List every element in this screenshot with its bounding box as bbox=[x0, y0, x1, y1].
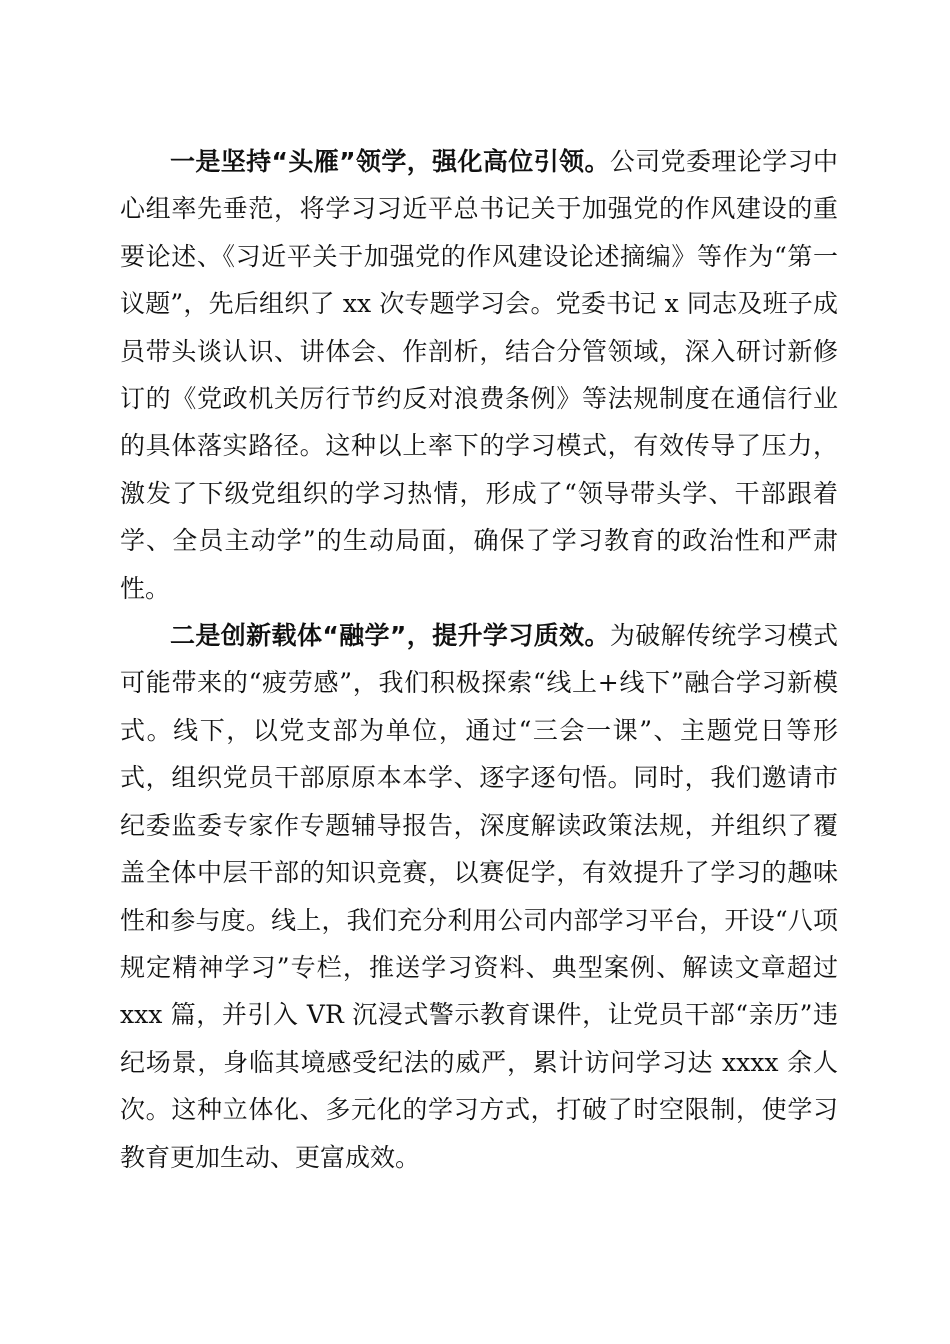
paragraph-2-body: 为破解传统学习模式可能带来的“疲劳感”，我们积极探索“线上+线下”融合学习新模式。线下，以党支部为单位，通过“三会一课”、主题党日等形式，组织党员干部原原本本学、逐字逐句悟。同时，我们邀请市纪委监委专家作专题辅导报告，深度解读政策法规，并组织了覆盖全体中层干部的知识竞赛，以赛促学，有效提升了学习的趣味性和参与度。线上，我们充分利用公司内部学习平台，开设“八项规定精神学习”专栏，推送学习资料、典型案例、解读文章超过 xxx 篇，并引入 VR 沉浸式警示教育课件，让党员干部“亲历”违纪场景，身临其境感受纪法的威严，累计访问学习达 xxxx 余人次。这种立体化、多元化的学习方式，打破了时空限制，使学习教育更加生动、更富成效。 bbox=[120, 621, 838, 1172]
paragraph-2 bbox=[120, 612, 838, 1181]
paragraph-1 bbox=[120, 138, 838, 612]
paragraph-1-body: 公司党委理论学习中心组率先垂范，将学习习近平总书记关于加强党的作风建设的重要论述、《习近平关于加强党的作风建设论述摘编》等作为“第一议题”，先后组织了 xx 次专题学习会。党委书记 x 同志及班子成员带头谈认识、讲体会、作剖析，结合分管领域，深入研讨新修订的《党政机关厉行节约反对浪费条例》等法规制度在通信行业的具体落实路径。这种以上率下的学习模式，有效传导了压力，激发了下级党组织的学习热情，形成了“领导带头学、干部跟着学、全员主动学”的生动局面，确保了学习教育的政治性和严肃性。 bbox=[120, 147, 838, 603]
paragraph-1-lead: 一是坚持“头雁”领学，强化高位引领。 bbox=[170, 147, 610, 176]
document-body bbox=[120, 138, 838, 1181]
paragraph-2-lead: 二是创新载体“融学”，提升学习质效。 bbox=[170, 621, 610, 651]
